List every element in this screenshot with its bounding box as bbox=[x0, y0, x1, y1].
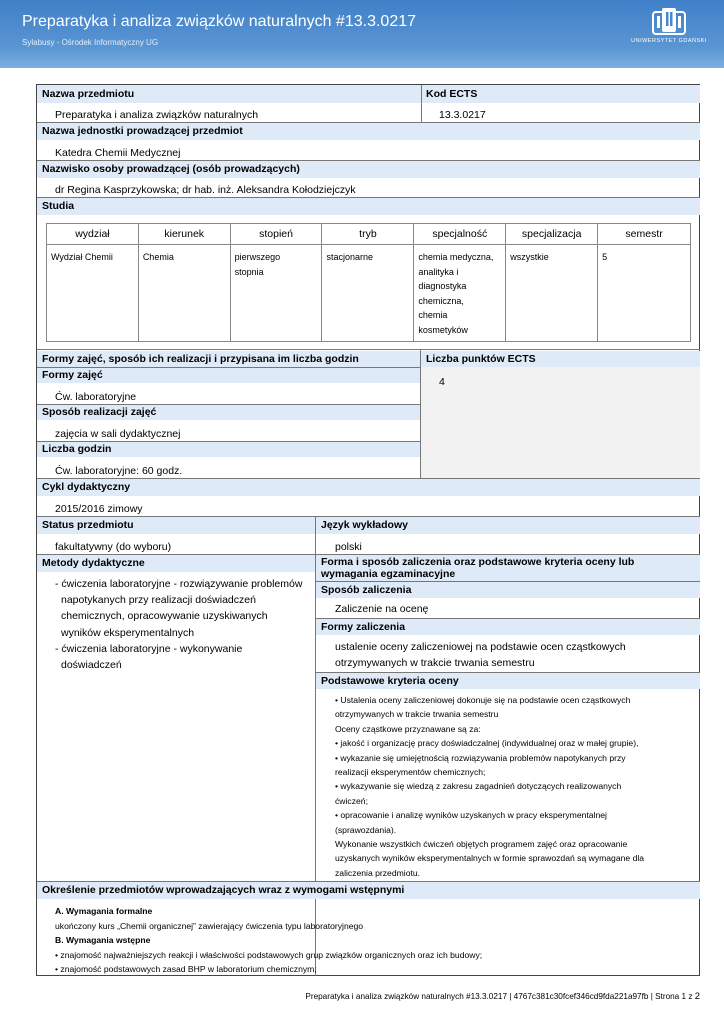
studia-header-cell: specjalność bbox=[414, 224, 506, 245]
studia-cell-specialty bbox=[414, 245, 506, 342]
status-label: Status przedmiotu bbox=[37, 516, 315, 534]
course-name-label: Nazwa przedmiotu bbox=[37, 85, 421, 103]
cell-line: Chemia bbox=[142, 252, 174, 262]
studia-header-cell: wydział bbox=[47, 224, 139, 245]
studia-header-cell: kierunek bbox=[138, 224, 230, 245]
footer-text: Preparatyka i analiza związków naturalnych #13.3.0217 | 4767c381c30fcef346cd9fda221a97fb | Strona 1 z bbox=[305, 992, 695, 1001]
ects-points-value: 4 bbox=[439, 376, 445, 388]
page-footer bbox=[305, 991, 700, 1002]
studia-cell-mode bbox=[322, 245, 414, 342]
methods-line: wyników eksperymentalnych bbox=[61, 627, 195, 639]
university-emblem-icon bbox=[649, 6, 689, 36]
studia-cell-degree bbox=[230, 245, 322, 342]
methods-line: napotykanych przy realizacji doświadczeń bbox=[61, 594, 256, 606]
cell-line: chemia medyczna, bbox=[418, 252, 494, 262]
assessment-method-value: Zaliczenie na ocenę bbox=[335, 603, 429, 615]
ects-points-box bbox=[421, 367, 700, 478]
studia-row bbox=[47, 245, 691, 342]
initial-requirements-line: • znajomość najważniejszych reakcji i właściwości podstawowych grup związków organicznych oraz ich budowy; bbox=[55, 949, 483, 960]
formal-requirements-value: ukończony kurs „Chemii organicznej” zawierający ćwiczenia typu laboratoryjnego bbox=[55, 920, 364, 931]
methods-line: - ćwiczenia laboratoryjne - rozwiązywanie problemów bbox=[55, 578, 303, 590]
prerequisites-label: Określenie przedmiotów wprowadzających wraz z wymogami wstępnymi bbox=[37, 881, 700, 899]
prerequisites-text bbox=[55, 904, 482, 977]
formal-requirements-label: A. Wymagania formalne bbox=[55, 906, 153, 916]
cell-line: stopnia bbox=[234, 266, 264, 277]
assessment-forms-line: otrzymywanych w trakcie trwania semestru bbox=[335, 657, 535, 669]
cell-line: chemia bbox=[418, 310, 448, 320]
cycle-label: Cykl dydaktyczny bbox=[37, 478, 700, 496]
studia-header-cell: tryb bbox=[322, 224, 414, 245]
methods-line: doświadczeń bbox=[61, 659, 122, 671]
forms-label: Formy zajęć, sposób ich realizacji i przypisana im liczba godzin bbox=[37, 351, 420, 367]
divider bbox=[37, 349, 700, 350]
studia-cell-faculty bbox=[47, 245, 139, 342]
studia-cell-semester bbox=[598, 245, 691, 342]
syllabus-frame bbox=[36, 84, 700, 976]
criteria-line: • wykazanie się umiejętnością rozwiązywania problemów napotykanych przy bbox=[335, 752, 626, 763]
cell-line: diagnostyka bbox=[418, 281, 467, 291]
criteria-line: • Ustalenia oceny zaliczeniowej dokonuje się na podstawie ocen cząstkowych bbox=[335, 695, 631, 705]
cell-line: stacjonarne bbox=[326, 252, 374, 262]
studia-header-cell: specjalizacja bbox=[506, 224, 598, 245]
assessment-label bbox=[316, 554, 700, 581]
cell-line: kosmetyków bbox=[418, 324, 468, 335]
criteria-line: uzyskanych wyników eksperymentalnych w formie sprawozdań są wymagane dla bbox=[335, 853, 645, 864]
forms-of-classes-label: Formy zajęć bbox=[37, 367, 420, 383]
hours-value: Ćw. laboratoryjne: 60 godz. bbox=[55, 465, 183, 477]
page-header bbox=[0, 0, 724, 68]
criteria-label: Podstawowe kryteria oceny bbox=[316, 672, 700, 689]
criteria-line: Wykonanie wszystkich ćwiczeń objętych programem zajęć oraz opracowanie bbox=[335, 839, 628, 850]
hours-label: Liczba godzin bbox=[37, 441, 420, 457]
footer-page-total: 2 bbox=[694, 991, 700, 1002]
university-logo bbox=[626, 6, 712, 54]
studia-label: Studia bbox=[37, 197, 700, 215]
cycle-value: 2015/2016 zimowy bbox=[55, 503, 143, 515]
ects-code-label: Kod ECTS bbox=[421, 85, 700, 103]
initial-requirements-label: B. Wymagania wstępne bbox=[55, 935, 151, 946]
cell-line: wszystkie bbox=[510, 252, 549, 262]
studia-header-cell: stopień bbox=[230, 224, 322, 245]
divider bbox=[420, 349, 421, 479]
assessment-label-line: Forma i sposób zaliczenia oraz podstawowe kryteria oceny lub bbox=[321, 556, 635, 568]
realization-label: Sposób realizacji zajęć bbox=[37, 404, 420, 420]
methods-label: Metody dydaktyczne bbox=[37, 554, 315, 572]
methods-line: chemicznych, opracowywanie uzyskiwanych bbox=[61, 610, 268, 622]
criteria-line: zaliczenia przedmiotu. bbox=[335, 867, 421, 878]
cell-line: pierwszego bbox=[234, 252, 281, 262]
criteria-line: • jakość i organizację pracy doświadczalnej (indywidualnej oraz w małej grupie), bbox=[335, 738, 639, 749]
methods-line: - ćwiczenia laboratoryjne - wykonywanie bbox=[55, 643, 243, 655]
cell-line: Wydział Chemii bbox=[51, 252, 113, 262]
criteria-line: realizacji eksperymentów chemicznych; bbox=[335, 767, 486, 778]
teacher-label: Nazwisko osoby prowadzącej (osób prowadzących) bbox=[37, 160, 700, 178]
page-subtitle: Sylabusy - Ośrodek Informatyczny UG bbox=[22, 38, 159, 47]
language-value: polski bbox=[335, 541, 362, 553]
studia-header-row bbox=[47, 224, 691, 245]
status-value: fakultatywny (do wyboru) bbox=[55, 541, 172, 553]
assessment-label-line: wymagania egzaminacyjne bbox=[321, 567, 456, 580]
page-title: Preparatyka i analiza związków naturalnych #13.3.0217 bbox=[22, 13, 417, 30]
criteria-line: (sprawozdania). bbox=[335, 824, 397, 835]
assessment-method-label: Sposób zaliczenia bbox=[316, 581, 700, 598]
studia-table bbox=[46, 223, 691, 342]
criteria-line: Oceny cząstkowe przyznawane są za: bbox=[335, 723, 481, 734]
teacher-value: dr Regina Kasprzykowska; dr hab. inż. Aleksandra Kołodziejczyk bbox=[55, 184, 356, 196]
studia-cell-field bbox=[138, 245, 230, 342]
forms-of-classes-value: Ćw. laboratoryjne bbox=[55, 391, 137, 403]
studia-header-cell: semestr bbox=[598, 224, 691, 245]
criteria-line: otrzymywanych w trakcie trwania semestru bbox=[335, 709, 499, 720]
unit-value: Katedra Chemii Medycznej bbox=[55, 147, 181, 159]
unit-label: Nazwa jednostki prowadzącej przedmiot bbox=[37, 122, 700, 140]
cell-line: chemiczna, bbox=[418, 295, 464, 306]
initial-requirements-line: • znajomość podstawowych zasad BHP w laboratorium chemicznym; bbox=[55, 964, 317, 975]
cell-line: 5 bbox=[602, 252, 608, 262]
ects-code-value: 13.3.0217 bbox=[439, 109, 486, 121]
criteria-line: • opracowanie i analizę wyników uzyskanych w pracy eksperymentalnej bbox=[335, 810, 607, 821]
criteria-text bbox=[335, 693, 695, 880]
cell-line: analityka i bbox=[418, 266, 459, 277]
logo-text: UNIWERSYTET GDAŃSKI bbox=[631, 38, 707, 44]
course-name-value: Preparatyka i analiza związków naturalnych bbox=[55, 109, 259, 121]
criteria-line: • wykazywanie się wiedzą z zakresu zagadnień dotyczących realizowanych bbox=[335, 781, 622, 792]
criteria-line: ćwiczeń; bbox=[335, 795, 368, 806]
realization-value: zajęcia w sali dydaktycznej bbox=[55, 428, 181, 440]
ects-points-label: Liczba punktów ECTS bbox=[421, 351, 700, 367]
language-label: Język wykładowy bbox=[316, 516, 700, 534]
divider bbox=[421, 85, 422, 122]
assessment-forms-label: Formy zaliczenia bbox=[316, 618, 700, 635]
studia-cell-specialization bbox=[506, 245, 598, 342]
assessment-forms-line: ustalenie oceny zaliczeniowej na podstawie ocen cząstkowych bbox=[335, 641, 626, 653]
